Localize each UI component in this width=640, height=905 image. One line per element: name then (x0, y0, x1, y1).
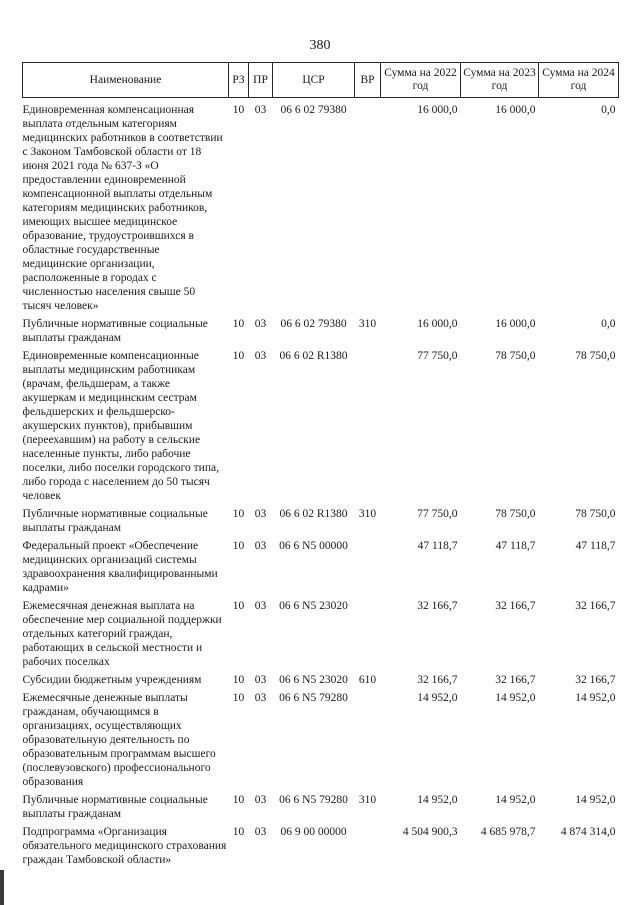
row-sum-2024: 32 166,7 (575, 674, 616, 686)
row-name: Единовременные компенсационные выплаты медицинским работникам (врачам, фельдшерам, а также акушеркам и медицинским сестрам фельдшерских и фельдшерско-акушерских пунктов), прибывшим (переехавшим) на работу в сельские населенные пункты, либо рабочие поселки, либо поселки городского типа, либо города с населением до 50 тысяч человек (22, 350, 219, 502)
table-row (23, 535, 619, 595)
header-sum-2022: Сумма на 2022 год (381, 63, 461, 98)
row-sum-2022: 77 750,0 (417, 350, 458, 362)
row-rz: 10 (232, 692, 245, 704)
table-header (23, 63, 619, 98)
row-name: Ежемесячные денежные выплаты гражданам, обучающимся в организациях, осуществляющих образовательную деятельность по образовательным программам высшего (послевузовского) профессионального образования (22, 692, 216, 788)
row-vr (355, 821, 381, 867)
row-name: Единовременная компенсационная выплата отдельным категориям медицинских работников в соответствии с Законом Тамбовской области от 18 июня 2021 года № 637-З «О предоставлении единовременной компенсационной выплаты отдельным категориям медицинских работников, имеющих высшее медицинское образование, трудоустроившихся в областные государственные медицинские организации, расположенные в городах с численностью населения свыше 50 тысяч человек» (22, 104, 223, 312)
row-sum-2022: 32 166,7 (417, 600, 458, 612)
row-pr: 03 (254, 826, 267, 838)
row-rz: 10 (232, 826, 245, 838)
table-row (23, 687, 619, 789)
row-sum-2022: 47 118,7 (417, 540, 458, 552)
row-sum-2023: 4 685 978,7 (480, 826, 536, 838)
row-name: Ежемесячная денежная выплата на обеспечение мер социальной поддержки отдельных категорий граждан, работающих в сельской местности и рабочих поселках (22, 600, 222, 668)
table-row (23, 503, 619, 535)
row-sum-2024: 4 874 314,0 (560, 826, 616, 838)
row-pr: 03 (254, 674, 267, 686)
row-pr: 03 (254, 350, 267, 362)
row-vr (355, 687, 381, 789)
row-sum-2023: 14 952,0 (495, 794, 536, 806)
row-sum-2023: 14 952,0 (495, 692, 536, 704)
row-sum-2022: 16 000,0 (417, 104, 458, 116)
row-sum-2023: 78 750,0 (495, 508, 536, 520)
row-sum-2022: 32 166,7 (417, 674, 458, 686)
row-rz: 10 (232, 540, 245, 552)
row-csr: 06 6 N5 23020 (279, 674, 348, 686)
row-sum-2022: 14 952,0 (417, 794, 458, 806)
row-pr: 03 (254, 600, 267, 612)
row-sum-2024: 14 952,0 (575, 794, 616, 806)
row-vr (355, 98, 381, 314)
header-sum-2024: Сумма на 2024 год (539, 63, 619, 98)
row-vr (355, 345, 381, 503)
row-sum-2024: 0,0 (601, 318, 616, 330)
row-rz: 10 (232, 674, 245, 686)
row-vr: 310 (358, 508, 377, 520)
row-sum-2024: 78 750,0 (575, 508, 616, 520)
row-pr: 03 (254, 540, 267, 552)
row-pr: 03 (254, 794, 267, 806)
row-vr (355, 535, 381, 595)
row-sum-2022: 16 000,0 (417, 318, 458, 330)
row-rz: 10 (232, 508, 245, 520)
row-sum-2023: 32 166,7 (495, 600, 536, 612)
row-sum-2024: 78 750,0 (575, 350, 616, 362)
header-vr: ВР (355, 63, 381, 98)
row-name: Публичные нормативные социальные выплаты гражданам (22, 794, 208, 820)
row-csr: 06 6 N5 00000 (279, 540, 348, 552)
table-row (23, 345, 619, 503)
table-row (23, 669, 619, 687)
row-pr: 03 (254, 692, 267, 704)
row-sum-2024: 0,0 (601, 104, 616, 116)
row-sum-2022: 4 504 900,3 (402, 826, 458, 838)
row-csr: 06 6 N5 79280 (279, 794, 348, 806)
header-name: Наименование (23, 63, 229, 98)
row-csr: 06 6 02 79380 (280, 318, 347, 330)
table-row (23, 821, 619, 867)
row-name: Федеральный проект «Обеспечение медицинских организаций системы здравоохранения квалифицированными кадрами» (22, 540, 218, 594)
table-row (23, 789, 619, 821)
row-name: Публичные нормативные социальные выплаты гражданам (22, 318, 208, 344)
row-vr: 310 (358, 318, 377, 330)
table-body (23, 98, 619, 868)
row-name: Публичные нормативные социальные выплаты гражданам (22, 508, 208, 534)
scan-edge-mark (0, 870, 4, 905)
row-sum-2023: 16 000,0 (495, 104, 536, 116)
row-csr: 06 6 N5 23020 (279, 600, 348, 612)
row-csr: 06 6 02 79380 (280, 104, 347, 116)
header-sum-2023: Сумма на 2023 год (461, 63, 539, 98)
row-pr: 03 (254, 104, 267, 116)
row-rz: 10 (232, 350, 245, 362)
row-sum-2023: 16 000,0 (495, 318, 536, 330)
row-csr: 06 6 02 R1380 (279, 508, 348, 520)
header-pr: ПР (249, 63, 273, 98)
row-sum-2022: 77 750,0 (417, 508, 458, 520)
row-csr: 06 6 N5 79280 (279, 692, 348, 704)
row-name: Субсидии бюджетным учреждениям (22, 674, 202, 686)
row-sum-2022: 14 952,0 (417, 692, 458, 704)
header-csr: ЦСР (273, 63, 355, 98)
row-rz: 10 (232, 318, 245, 330)
row-sum-2023: 32 166,7 (495, 674, 536, 686)
row-sum-2023: 47 118,7 (495, 540, 536, 552)
budget-table (22, 62, 619, 867)
row-csr: 06 9 00 00000 (280, 826, 347, 838)
table-row (23, 595, 619, 669)
table-row (23, 98, 619, 314)
row-rz: 10 (232, 600, 245, 612)
table-row (23, 313, 619, 345)
row-pr: 03 (254, 318, 267, 330)
row-vr: 310 (358, 794, 377, 806)
header-rz: РЗ (229, 63, 249, 98)
row-name: Подпрограмма «Организация обязательного медицинского страхования граждан Тамбовской области» (22, 826, 227, 866)
row-rz: 10 (232, 104, 245, 116)
row-pr: 03 (254, 508, 267, 520)
row-sum-2024: 32 166,7 (575, 600, 616, 612)
row-sum-2024: 14 952,0 (575, 692, 616, 704)
row-sum-2024: 47 118,7 (575, 540, 616, 552)
row-csr: 06 6 02 R1380 (279, 350, 348, 362)
row-sum-2023: 78 750,0 (495, 350, 536, 362)
row-vr: 610 (358, 674, 377, 686)
row-vr (355, 595, 381, 669)
page-number: 380 (309, 38, 331, 53)
row-rz: 10 (232, 794, 245, 806)
